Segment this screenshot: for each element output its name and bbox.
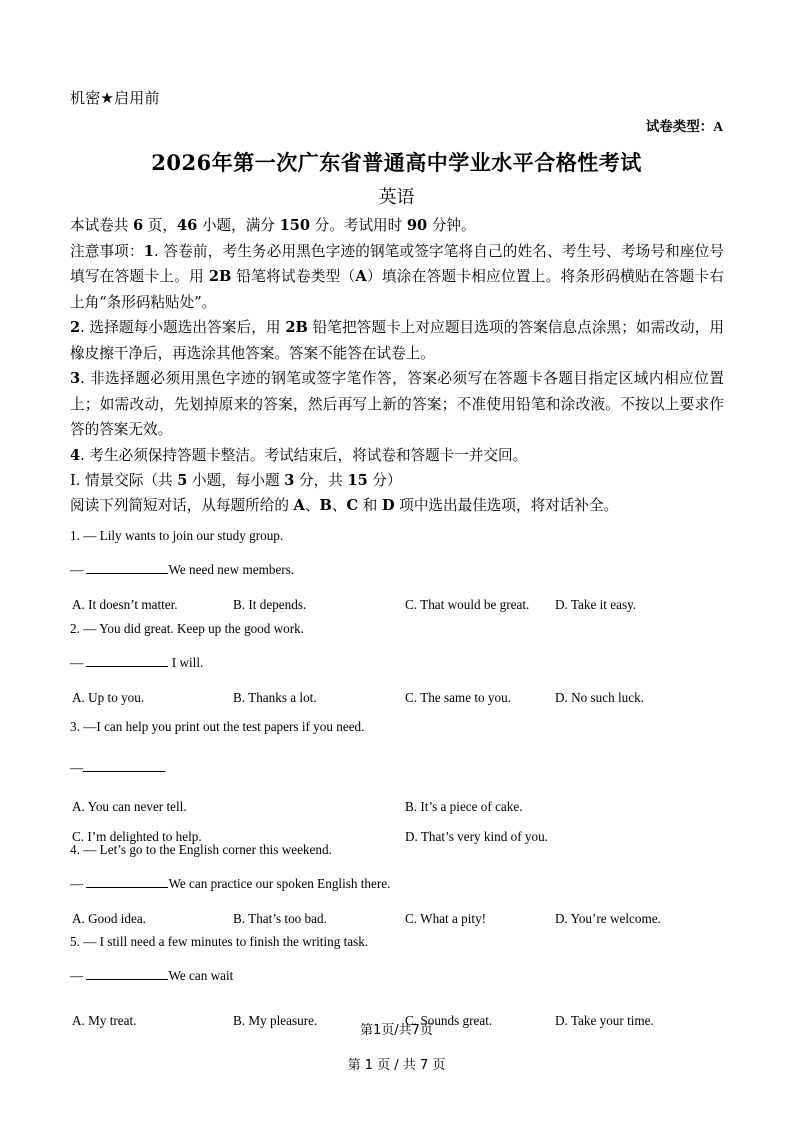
page-title: 2026年第一次广东省普通高中学业水平合格性考试 xyxy=(151,150,642,175)
speaker-dash: — xyxy=(83,934,97,949)
option-row xyxy=(70,596,730,614)
option-row xyxy=(70,798,730,816)
speaker-dash: — xyxy=(83,528,97,543)
question-reply xyxy=(70,561,730,578)
paper-type-text: 试卷类型： xyxy=(645,119,714,135)
question-stem-text: Lily wants to join our study group. xyxy=(99,528,284,543)
option-b[interactable]: B. That’s too bad. xyxy=(233,911,327,926)
reply-dash: — xyxy=(70,968,84,983)
question-reply xyxy=(70,759,730,776)
question-stem-text: You did great. Keep up the good work. xyxy=(99,621,305,636)
reply-tail-text: We can wait xyxy=(168,968,234,983)
option-row xyxy=(70,689,730,707)
question-item xyxy=(70,620,730,707)
section-instruction: 阅读下列简短对话，从每题所给的 A、B、C 和 D 项中选出最佳选项，将对话补全。 xyxy=(70,497,619,514)
question-stem-text: Let’s go to the English corner this weekend. xyxy=(99,842,332,857)
option-b[interactable]: B. It’s a piece of cake. xyxy=(405,799,523,814)
instruction-item-4: 4. 考生必须保持答题卡整洁。考试结束后，将试卷和答题卡一并交回。 xyxy=(70,446,528,464)
reply-dash: — xyxy=(70,876,84,891)
question-stem xyxy=(70,620,730,637)
option-c[interactable]: C. Sounds great. xyxy=(405,1013,493,1028)
question-number: 5. xyxy=(70,934,80,949)
section-heading: Ⅰ. 情景交际（共 5 小题，每小题 3 分，共 15 分） xyxy=(70,472,402,489)
instruction-summary: 本试卷共 6 页，46 小题，满分 150 分。考试用时 90 分钟。 xyxy=(70,217,476,234)
question-number: 4. xyxy=(70,842,80,857)
exam-instructions xyxy=(70,213,724,468)
option-c[interactable]: C. The same to you. xyxy=(405,690,511,705)
option-c[interactable]: C. What a pity! xyxy=(405,911,487,926)
reply-tail-text: We can practice our spoken English there. xyxy=(168,876,391,891)
option-b[interactable]: B. My pleasure. xyxy=(233,1013,318,1028)
question-stem xyxy=(70,527,730,544)
option-d[interactable]: D. No such luck. xyxy=(555,690,645,705)
speaker-dash: — xyxy=(83,842,97,857)
question-stem xyxy=(70,841,730,858)
answer-blank[interactable] xyxy=(86,654,168,667)
question-item xyxy=(70,933,730,1030)
option-c[interactable]: C. That would be great. xyxy=(405,597,530,612)
option-a[interactable]: A. Up to you. xyxy=(72,690,145,705)
question-stem-text: I can help you print out the test papers if you need. xyxy=(96,719,365,734)
reply-dash: — xyxy=(70,562,84,577)
option-d[interactable]: D. Take it easy. xyxy=(555,597,637,612)
question-item xyxy=(70,841,730,928)
question-item xyxy=(70,527,730,614)
question-reply xyxy=(70,654,730,671)
reply-tail-text: We need new members. xyxy=(168,562,295,577)
question-reply xyxy=(70,967,730,984)
option-d[interactable]: D. That’s very kind of you. xyxy=(405,829,548,844)
option-d[interactable]: D. You’re welcome. xyxy=(555,911,661,926)
answer-blank[interactable] xyxy=(86,875,168,888)
answer-blank[interactable] xyxy=(86,561,168,574)
reply-tail-text: I will. xyxy=(171,655,204,670)
speaker-dash: — xyxy=(83,719,97,734)
question-item xyxy=(70,718,730,846)
reply-dash: — xyxy=(70,760,84,775)
answer-blank[interactable] xyxy=(83,759,165,772)
option-a[interactable]: A. My treat. xyxy=(72,1013,137,1028)
subject-title: 英语 xyxy=(378,187,415,208)
speaker-dash: — xyxy=(83,621,97,636)
option-a[interactable]: A. You can never tell. xyxy=(72,799,187,814)
option-a[interactable]: A. Good idea. xyxy=(72,911,146,926)
question-number: 2. xyxy=(70,621,80,636)
option-a[interactable]: A. It doesn’t matter. xyxy=(72,597,178,612)
option-c[interactable]: C. I’m delighted to help. xyxy=(72,829,202,844)
option-d[interactable]: D. Take your time. xyxy=(555,1013,654,1028)
question-stem xyxy=(70,718,730,735)
reply-dash: — xyxy=(70,655,84,670)
inline-page-number: 第1页/共7页 xyxy=(360,1023,433,1038)
option-row xyxy=(70,910,730,928)
question-stem-text: I still need a few minutes to finish the writing task. xyxy=(99,934,369,949)
paper-type-value: A xyxy=(713,119,723,134)
instruction-item-2: 2. 选择题每小题选出答案后，用 2B 铅笔把答题卡上对应题目选项的答案信息点涂黑；如需改动，用橡皮擦干净后，再选涂其他答案。答案不能答在试卷上。 xyxy=(70,319,724,362)
instruction-item-1: 注意事项：1. 答卷前，考生务必用黑色字迹的钢笔或签字笔将自己的姓名、考生号、考场号和座位号填写在答题卡上。用 2B 铅笔将试卷类型（A）填涂在答题卡相应位置上。将条形码横贴在答题卡右上角“条形码粘贴处”。 xyxy=(70,242,724,311)
instruction-item-3: 3. 非选择题必须用黑色字迹的钢笔或签字笔作答，答案必须写在答题卡各题目指定区域内相应位置上；如需改动，先划掉原来的答案，然后再写上新的答案；不准使用铅笔和涂改液。不按以上要求作答的答案无效。 xyxy=(70,370,724,438)
question-reply xyxy=(70,875,730,892)
answer-blank[interactable] xyxy=(86,967,168,980)
question-number: 1. xyxy=(70,528,80,543)
paper-type-label xyxy=(646,118,723,136)
option-b[interactable]: B. Thanks a lot. xyxy=(233,690,317,705)
option-b[interactable]: B. It depends. xyxy=(233,597,307,612)
confidential-label: 机密★启用前 xyxy=(70,89,160,107)
question-stem xyxy=(70,933,730,950)
page-number-footer: 第 1 页 / 共 7 页 xyxy=(347,1058,446,1073)
question-number: 3. xyxy=(70,719,80,734)
